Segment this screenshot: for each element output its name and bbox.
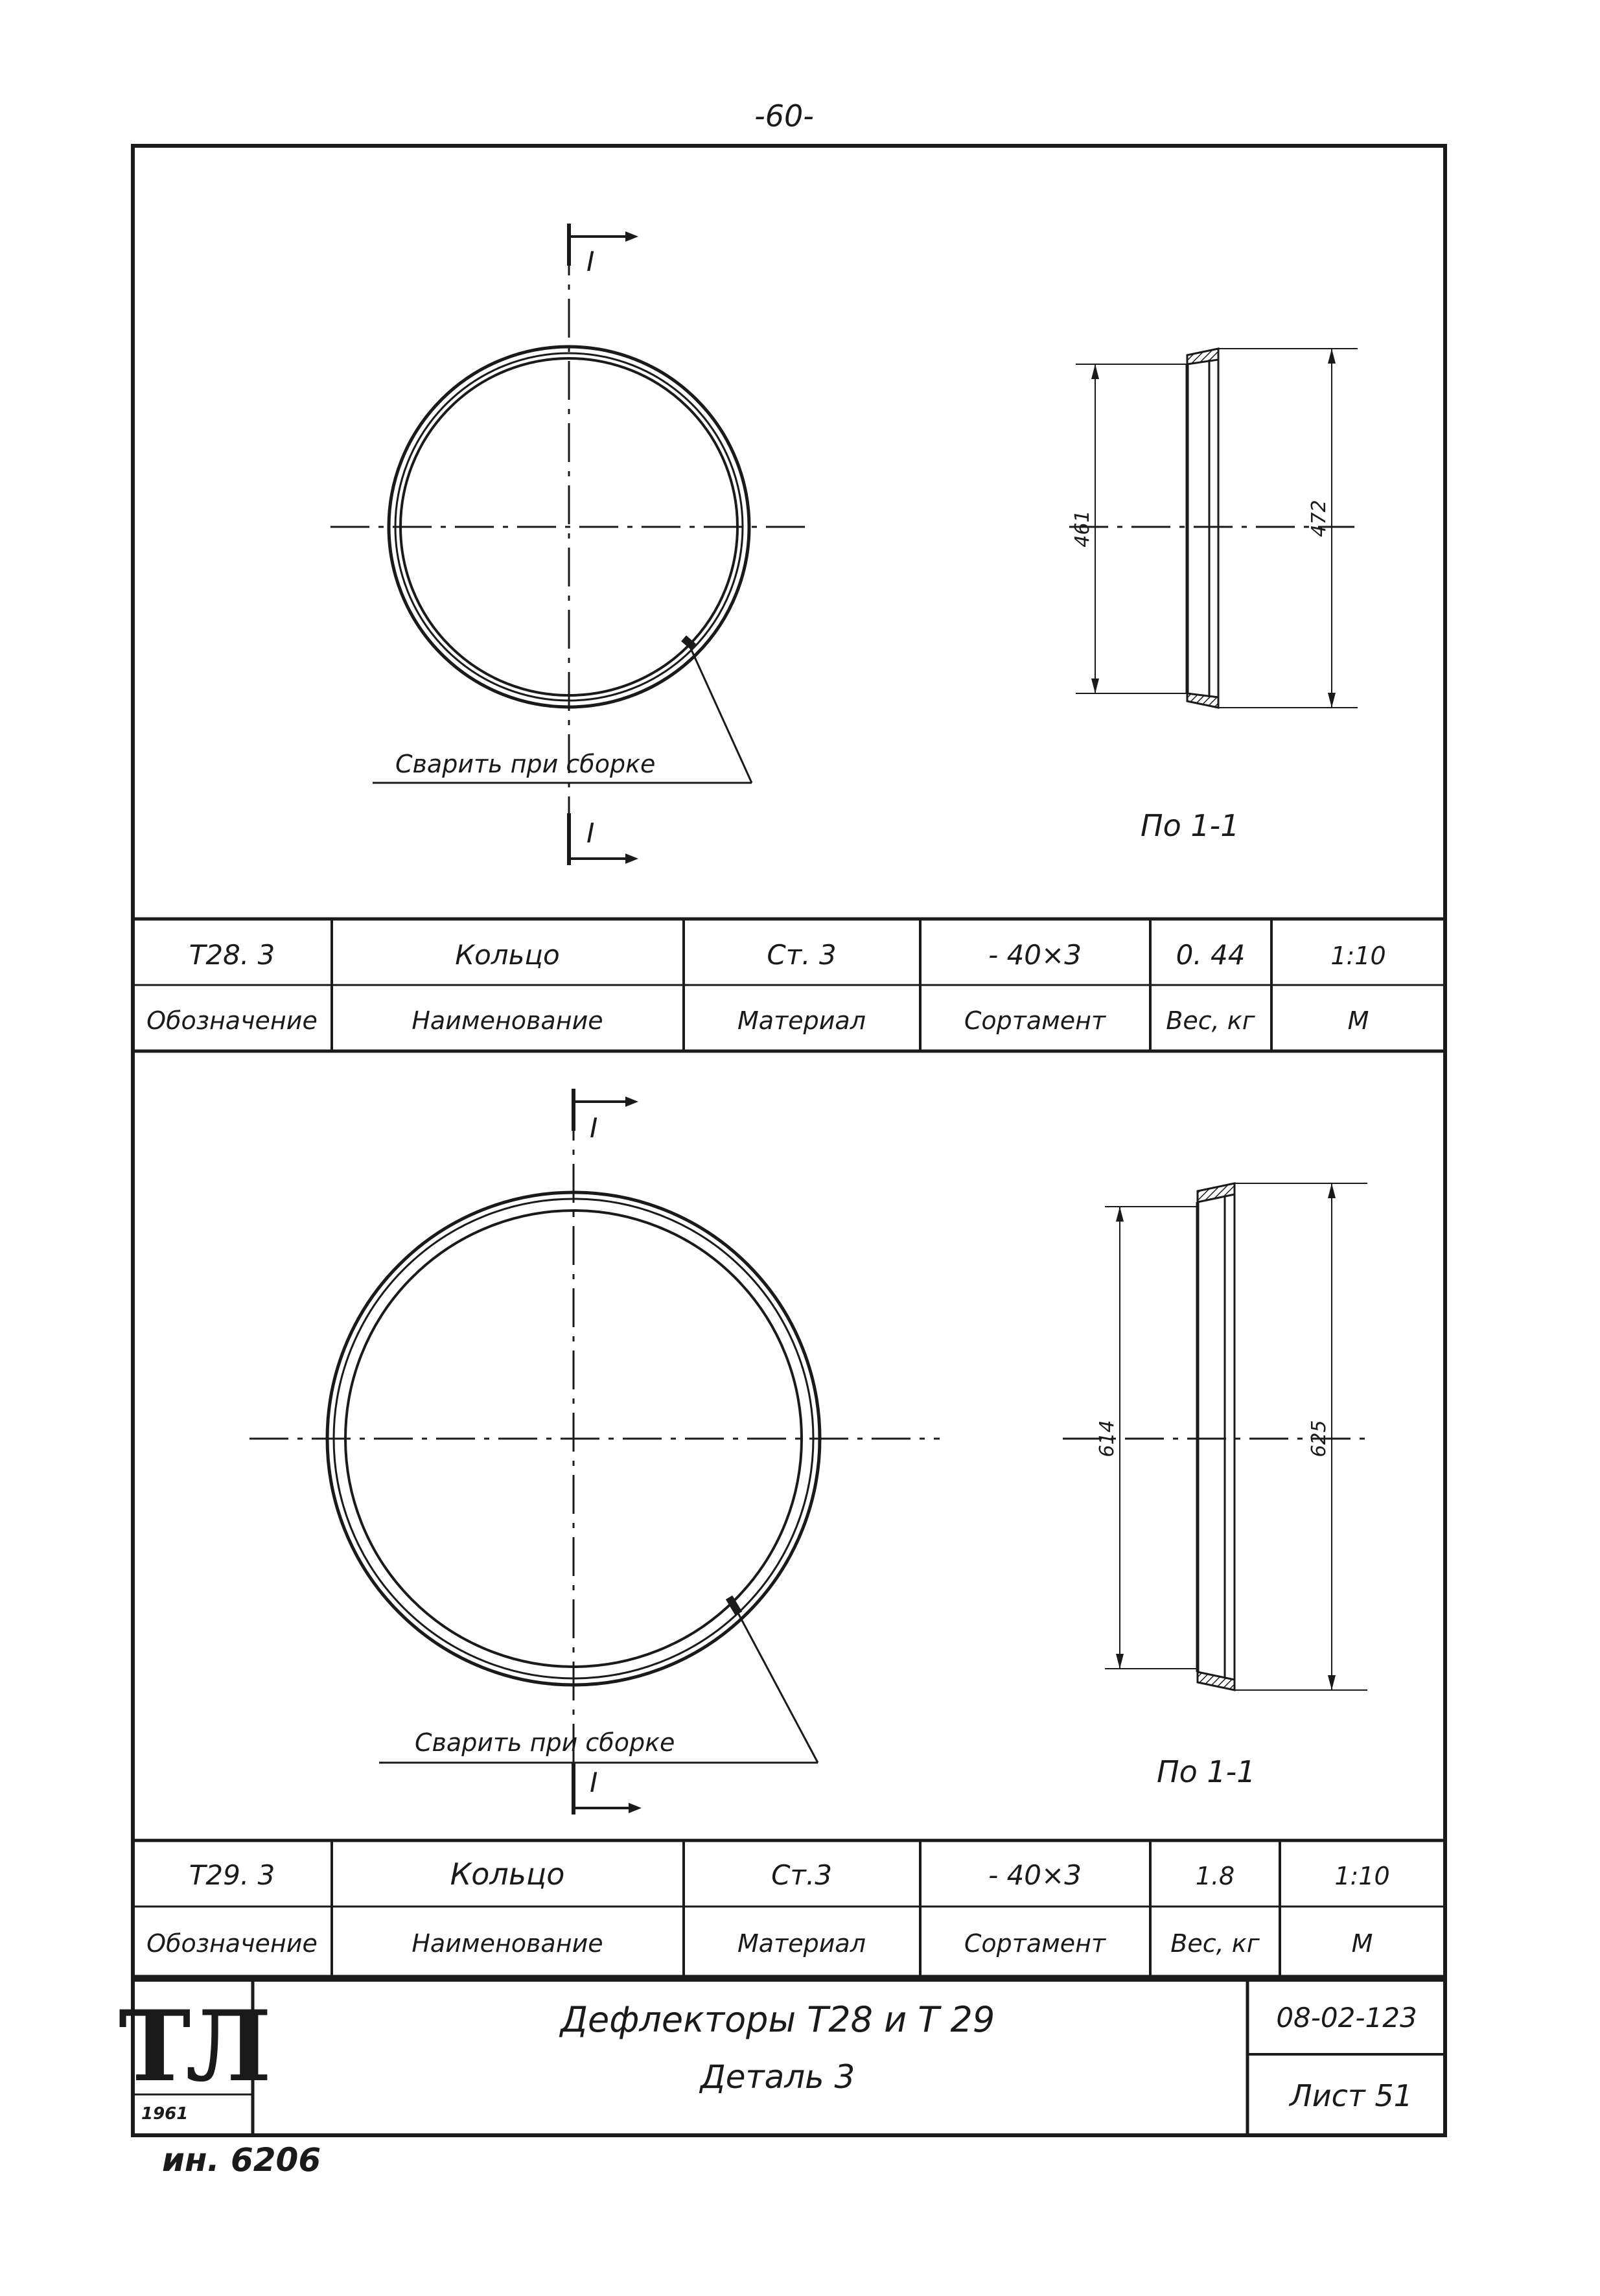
part-1-drawing <box>330 224 1358 865</box>
part-1-leader-line <box>688 643 752 783</box>
part-2-section-marker-top <box>574 1089 638 1144</box>
part-1-weight: 0. 44 <box>1176 939 1246 971</box>
logo-text: ТЛ <box>118 1989 267 2104</box>
part-1-header-scale: М <box>1347 1006 1369 1035</box>
part-1-name: Кольцо <box>455 939 560 971</box>
part-1-profile-hatch-top <box>1187 349 1218 364</box>
part-2-header-profile: Сортамент <box>964 1929 1106 1958</box>
part-2-designation: Т29. 3 <box>189 1859 275 1891</box>
part-2-profile-hatch-bottom <box>1198 1672 1235 1690</box>
part-2-header-material: Материал <box>737 1929 866 1958</box>
part-2-section-label-top: I <box>590 1112 598 1144</box>
part-1-view-label: По 1-1 <box>1141 808 1240 843</box>
part-2-annotation: Сварить при сборке <box>415 1728 675 1757</box>
logo-year: 1961 <box>141 2104 189 2124</box>
part-2-leader-line <box>734 1606 818 1763</box>
inventory-note: ин. 6206 <box>162 2141 321 2179</box>
drawing-subtitle: Деталь 3 <box>700 2058 855 2096</box>
part-1-section-view <box>1069 349 1358 708</box>
part-2-profile-hatch-top <box>1198 1183 1235 1202</box>
title-block <box>119 1980 1445 2135</box>
part-1-profile-hatch-bottom <box>1187 693 1218 708</box>
part-2-header-scale: М <box>1351 1929 1373 1958</box>
part-2-spec-table <box>133 1840 1445 1977</box>
part-2-weight: 1.8 <box>1195 1862 1235 1890</box>
part-2-header-weight: Вес, кг <box>1170 1929 1260 1958</box>
part-1-spec-table <box>133 919 1445 1051</box>
part-2-name: Кольцо <box>450 1857 565 1892</box>
page-number: -60- <box>754 99 814 133</box>
part-2-section-view <box>1063 1183 1367 1690</box>
part-2-dimension-inner: 614 <box>1096 1420 1119 1457</box>
part-1-material: Ст. 3 <box>767 939 837 971</box>
part-2-dimension-outer: 625 <box>1308 1420 1330 1457</box>
part-2-material: Ст.3 <box>771 1859 832 1891</box>
part-1-section-marker-top <box>569 224 638 277</box>
part-2-profile: - 40×3 <box>988 1859 1082 1891</box>
part-1-annotation: Сварить при сборке <box>395 750 656 778</box>
part-2-drawing <box>249 1089 1367 1815</box>
part-1-designation: Т28. 3 <box>189 939 275 971</box>
part-2-view-label: По 1-1 <box>1157 1754 1256 1789</box>
sheet-number: Лист 51 <box>1290 2078 1413 2113</box>
part-2-scale: 1:10 <box>1334 1862 1390 1890</box>
part-1-dimension-outer: 472 <box>1308 500 1330 537</box>
document-code: 08-02-123 <box>1276 2002 1417 2034</box>
part-1-header-weight: Вес, кг <box>1166 1006 1255 1035</box>
part-2-section-label-bottom: I <box>590 1767 598 1798</box>
sheet-frame <box>133 146 1445 2135</box>
part-1-profile: - 40×3 <box>988 939 1082 971</box>
part-1-section-label-bottom: I <box>586 817 595 849</box>
organization-logo <box>119 1989 268 2104</box>
part-2-header-name: Наименование <box>412 1929 603 1958</box>
part-2-section-marker-bottom <box>574 1763 642 1815</box>
drawing-title: Дефлекторы Т28 и Т 29 <box>560 1999 995 2040</box>
part-1-header-profile: Сортамент <box>964 1006 1106 1035</box>
part-1-header-designation: Обозначение <box>146 1006 318 1035</box>
part-1-scale: 1:10 <box>1330 942 1386 970</box>
part-1-header-material: Материал <box>737 1006 866 1035</box>
part-1-section-marker-bottom <box>569 813 638 865</box>
part-1-section-label-top: I <box>586 246 595 277</box>
part-2-header-designation: Обозначение <box>146 1929 318 1958</box>
part-1-dimension-inner: 461 <box>1071 510 1094 548</box>
part-1-header-name: Наименование <box>412 1006 603 1035</box>
